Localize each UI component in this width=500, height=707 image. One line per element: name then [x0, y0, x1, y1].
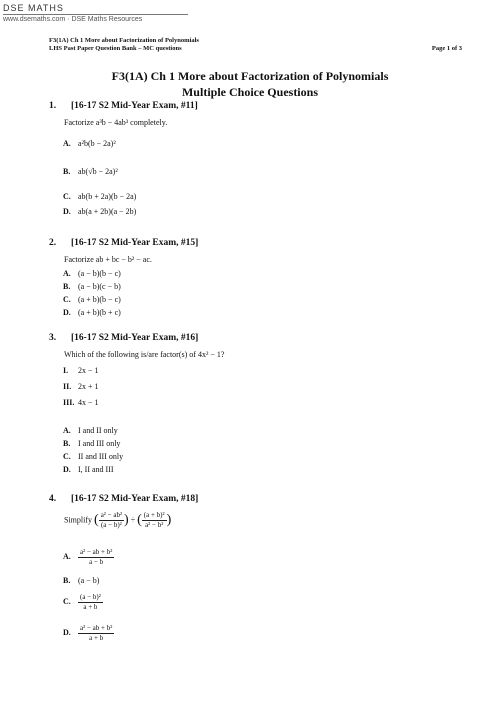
statement-2: II. 2x + 1 [63, 382, 99, 391]
question-text: Simplify [64, 515, 93, 525]
option-b: B. (a − b)(c − b) [63, 282, 121, 291]
question-text: Factorize a³b − 4ab³ completely. [64, 118, 168, 127]
question-4 [49, 494, 469, 664]
header-line-1: F3(1A) Ch 1 More about Factorization of Polynomials [49, 37, 199, 44]
operator: ÷ [130, 515, 136, 525]
header-line-2: LHS Past Paper Question Bank – MC questions [49, 45, 182, 52]
fraction: $\frac{\text{a² − ab²}}{\text{(a − b)²}}$ [100, 511, 123, 529]
page-number: Page 1 of 3 [431, 45, 462, 52]
fraction: $\frac{\text{(a − b)²}}{a + b}$ [80, 593, 101, 611]
watermark-url: www.dsemaths.com · DSE Maths Resources [3, 14, 188, 23]
option-b: B. ab(√b − 2a)² [63, 167, 118, 176]
question-source: [16-17 S2 Mid-Year Exam, #15] [71, 238, 199, 248]
question-number: 3. [49, 333, 57, 343]
option-d: D. ab(a + 2b)(a − 2b) [63, 207, 137, 216]
option-a: A. I and II only [63, 426, 118, 435]
fraction: $\frac{\text{a² − ab + b²}}{a - b}$ [80, 548, 113, 566]
question-number: 4. [49, 494, 57, 504]
question-source: [16-17 S2 Mid-Year Exam, #16] [71, 333, 199, 343]
question-3 [49, 333, 469, 493]
option-b: B. (a − b) [63, 576, 100, 585]
question-source: [16-17 S2 Mid-Year Exam, #11] [71, 101, 198, 111]
option-a: A. (a − b)(b − c) [63, 269, 121, 278]
document-subtitle: Multiple Choice Questions [181, 85, 318, 99]
question-1 [49, 101, 469, 221]
option-b: B. I and III only [63, 439, 121, 448]
option-c: C. ab(b + 2a)(b − 2a) [63, 192, 137, 201]
option-c: C. $\frac{\text{(a − b)²}}{a + b}$ [63, 593, 101, 611]
question-text: Which of the following is/are factor(s) of 4x² − 1? [64, 350, 225, 359]
fraction: $\frac{\text{(a + b)²}}{\text{a² − b²}}$ [143, 511, 165, 529]
question-source: [16-17 S2 Mid-Year Exam, #18] [71, 494, 199, 504]
option-d: D. $\frac{\text{a² − ab + b²}}{a + b}$ [63, 624, 113, 642]
option-d: D. (a + b)(b + c) [63, 308, 121, 317]
question-expression: Simplify ( $\frac{\text{a² − ab²}}{\text{(a − b)²}}$ ) ÷ ( $\frac{\text{(a + b)²}}{\text{a² − b²}}$ ) [64, 511, 172, 529]
watermark-title: DSE MATHS [3, 3, 64, 13]
question-text: Factorize ab + bc − b² − ac. [64, 255, 152, 264]
option-a: A. $\frac{\text{a² − ab + b²}}{a - b}$ [63, 548, 113, 566]
option-d: D. I, II and III [63, 465, 114, 474]
watermark-logo [3, 3, 188, 23]
option-c: C. II and III only [63, 452, 124, 461]
question-2 [49, 238, 469, 338]
question-number: 1. [49, 101, 57, 111]
document-title: F3(1A) Ch 1 More about Factorization of Polynomials [111, 69, 389, 83]
fraction: $\frac{\text{a² − ab + b²}}{a + b}$ [80, 624, 113, 642]
statement-1: I. 2x − 1 [63, 366, 99, 375]
option-a: A. a²b(b − 2a)² [63, 139, 116, 148]
question-number: 2. [49, 238, 57, 248]
statement-3: III. 4x − 1 [63, 398, 99, 407]
running-header [49, 37, 462, 53]
option-c: C. (a + b)(b − c) [63, 295, 121, 304]
